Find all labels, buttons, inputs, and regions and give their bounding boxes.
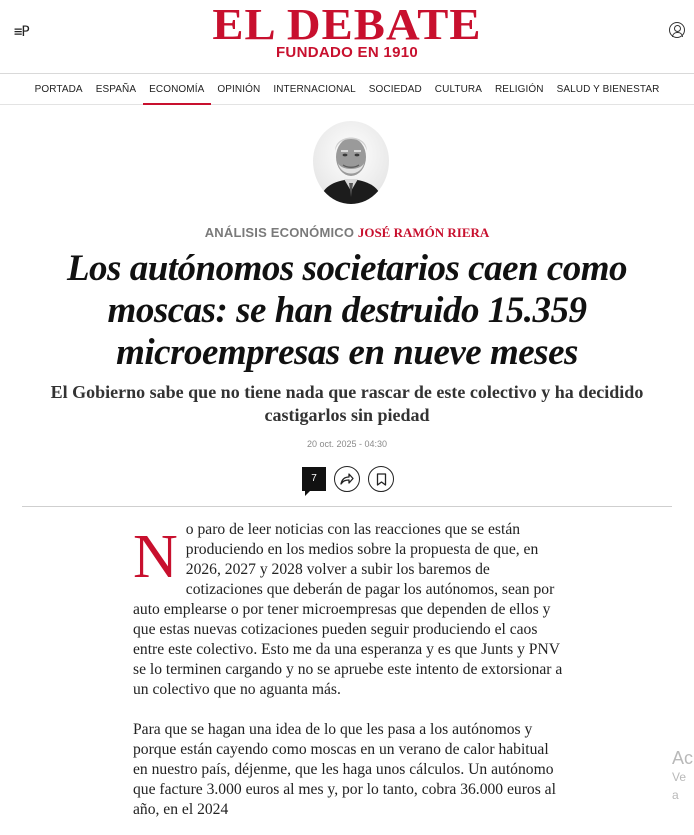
section-label[interactable]: ANÁLISIS ECONÓMICO (204, 225, 355, 240)
site-header (0, 0, 694, 74)
nav-item-sociedad[interactable]: SOCIEDAD (368, 84, 422, 95)
article-subtitle: El Gobierno sabe que no tiene nada que rascar de este colectivo y ha decidido castigarlos sin piedad (50, 382, 644, 425)
nav-item-portada[interactable]: PORTADA (34, 84, 83, 95)
author-avatar[interactable] (313, 121, 389, 204)
author-portrait-image (313, 121, 389, 204)
logo-title: EL DEBATE (212, 0, 482, 49)
nav-item-internacional[interactable]: INTERNACIONAL (273, 84, 356, 95)
nav-item-opinion[interactable]: OPINIÓN (217, 84, 261, 95)
article-headline: Los autónomos societarios caen como moscas: se han destruido 15.359 microempresas en nueve meses (66, 248, 628, 373)
author-name[interactable]: JOSÉ RAMÓN RIERA (357, 225, 490, 240)
site-logo[interactable] (0, 2, 694, 61)
menu-button[interactable]: ≡P (14, 24, 29, 40)
user-icon[interactable] (669, 22, 685, 38)
divider (22, 506, 672, 507)
nav-item-salud[interactable]: SALUD Y BIENESTAR (556, 84, 660, 95)
nav-item-cultura[interactable]: CULTURA (434, 84, 482, 95)
activation-watermark (672, 748, 694, 804)
nav-item-religion[interactable]: RELIGIÓN (494, 84, 544, 95)
article-kicker (0, 225, 694, 241)
share-icon (340, 473, 354, 485)
paragraph: Para que se hagan una idea de lo que les pasa a los autónomos y porque están cayendo como moscas en un verano de calor habitual en nuestro país, déjenme, que les haga unos cálculos. Un autónomo que facture 3.000 euros al mes y, por lo tanto, cobra 36.000 euros al año, en el 2024 (133, 721, 556, 818)
article-body (133, 520, 563, 835)
paragraph-1-text: o paro de leer noticias con las reacciones que se están produciendo en los medios sobre la propuesta de que, en 2026, 2027 y 2028 volver a subir los baremos de cotizaciones que deberán de pagar los autónomos, sean por auto emplearse o por tener microempresas que dependen de ellos y que estas nuevas cotizaciones pueden seguir produciendo el caos entre este colectivo. Esto me da una esperanza y es que Junts y PNV se lo terminen cargando y no se apruebe este intento de extorsionar a un colectivo que no aguanta más. (133, 521, 563, 698)
logo-subtitle: FUNDADO EN 1910 (275, 44, 419, 61)
paragraph (133, 520, 563, 700)
comment-icon[interactable]: 7 (302, 467, 326, 491)
watermark-line-2: Ve a (672, 770, 687, 802)
nav-item-espana[interactable]: ESPAÑA (95, 84, 137, 95)
article-date: 20 oct. 2025 - 04:30 (306, 439, 388, 449)
share-button[interactable] (334, 466, 360, 492)
nav-item-economia[interactable]: ECONOMÍA (143, 75, 211, 105)
bookmark-button[interactable] (368, 466, 394, 492)
drop-cap: N (133, 523, 178, 591)
bookmark-icon (376, 473, 387, 486)
main-nav (0, 75, 694, 105)
watermark-line-1: Ac (672, 748, 694, 768)
article-actions (302, 466, 394, 492)
